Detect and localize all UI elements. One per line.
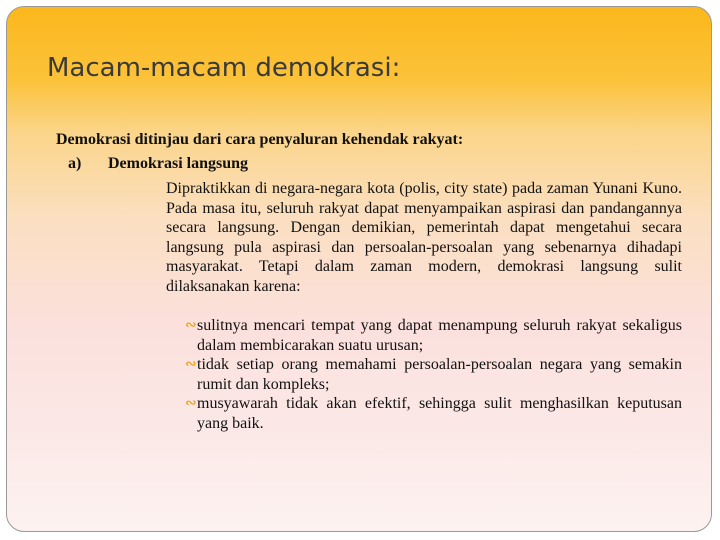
slide-title: Macam-macam demokrasi: — [47, 53, 401, 83]
bullet-text: sulitnya mencari tempat yang dapat menampung seluruh rakyat sekaligus dalam membicarakan suatu urusan; — [197, 317, 682, 354]
bullet-text: tidak setiap orang memahami persoalan-persoalan negara yang semakin rumit dan kompleks; — [197, 356, 682, 393]
wavy-bullet-icon: ∾ — [185, 396, 197, 411]
slide-content — [7, 7, 712, 532]
wavy-bullet-icon: ∾ — [185, 357, 197, 372]
list-item — [185, 355, 682, 394]
bullet-text: musyawarah tidak akan efektif, sehingga sulit menghasilkan keputusan yang baik. — [197, 395, 682, 432]
bullet-list — [185, 316, 682, 433]
subsection-heading — [68, 155, 248, 173]
list-item — [185, 394, 682, 433]
section-heading: Demokrasi ditinjau dari cara penyaluran kehendak rakyat: — [56, 131, 464, 148]
subsection-label: a) — [68, 155, 82, 172]
wavy-bullet-icon: ∾ — [185, 318, 197, 333]
body-paragraph: Dipraktikkan di negara-negara kota (polis, city state) pada zaman Yunani Kuno. Pada masa itu, seluruh rakyat dapat menyampaikan aspirasi dan pandangannya secara langsung. Dengan demikian, pemerintah dapat mengetahui secara langsung pula aspirasi dan persoalan-persoalan yang sebenarnya dihadapi masyarakat. Tetapi dalam zaman modern, demokrasi langsung sulit dilaksanakan karena: — [166, 180, 682, 295]
list-item — [185, 316, 682, 355]
subsection-title: Demokrasi langsung — [108, 155, 249, 172]
slide-background — [6, 6, 712, 532]
